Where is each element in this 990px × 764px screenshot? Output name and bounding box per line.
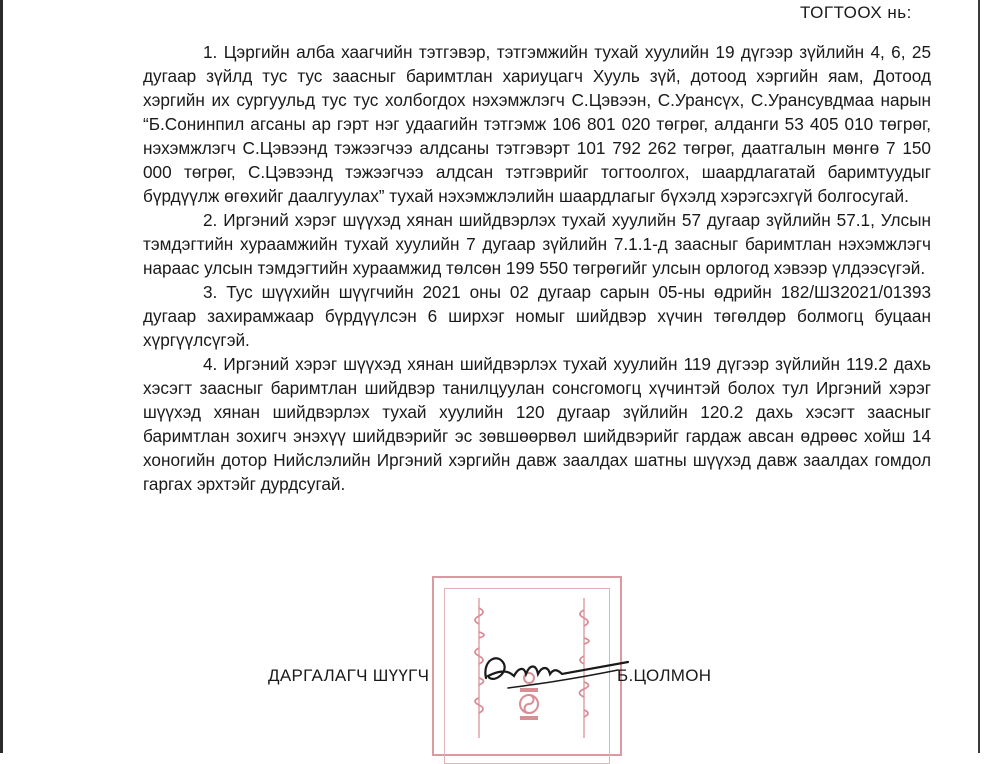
signature-icon <box>478 640 638 700</box>
decision-body <box>143 40 931 496</box>
signature-title: ДАРГАЛАГЧ ШҮҮГЧ <box>268 666 430 685</box>
signature-name: Б.ЦОЛМОН <box>617 666 712 685</box>
page-edge-right <box>978 0 980 753</box>
paragraph-3: 3. Тус шүүхийн шүүгчийн 2021 оны 02 дугаар сарын 05-ны өдрийн 182/ШЗ2021/01393 дугаар захирамжаар бүрдүүлсэн 6 ширхэг номыг шийдвэр хүчин төгөлдөр болмогц буцаан хүргүүлсүгэй. <box>143 282 931 350</box>
paragraph-1: 1. Цэргийн алба хаагчийн тэтгэвэр, тэтгэмжийн тухай хуулийн 19 дүгээр зүйлийн 4, 6, 25 дугаар зүйлд тус тус заасныг баримтлан хариуцагч Хууль зүй, дотоод хэргийн яам, Дотоод хэргийн их сургуульд тус тус холбогдох нэхэмжлэгч С.Цэвээн, С.Урансүх, С.Урансувдмаа нарын “Б.Сонинпил агсаны ар гэрт нэг удаагийн тэтгэмж 106 801 020 төгрөг, алданги 53 405 010 төгрөг, нэхэмжлэгч С.Цэвээнд тэжээгчээ алдсаны тэтгэвэрт 101 792 262 төгрөг, даатгалын мөнгө 7 150 000 төгрөг, С.Цэвээнд тэжээгчээ алдсан тэтгэврийг тогтоолгох, шаардлагатай баримтуудыг бүрдүүлж өгөхийг даалгуулах” тухай нэхэмжлэлийн шаардлагыг бүхэлд хэрэгсэхгүй болгосугай. <box>143 42 931 206</box>
decision-heading: ТОГТООХ нь: <box>800 3 912 22</box>
page-edge-left <box>0 0 3 753</box>
paragraph-2: 2. Иргэний хэрэг шүүхэд хянан шийдвэрлэх тухай хуулийн 57 дугаар зүйлийн 57.1, Улсын тэмдэгтийн хураамжийн тухай хуулийн 7 дугаар зүйлийн 7.1.1-д заасныг баримтлан нэхэмжлэгч нараас улсын тэмдэгтийн хураамжид төлсөн 199 550 төгрөгийг улсын орлогод хэвээр үлдээсүгэй. <box>143 210 931 278</box>
paragraph-4: 4. Иргэний хэрэг шүүхэд хянан шийдвэрлэх тухай хуулийн 119 дүгээр зүйлийн 119.2 дахь хэсэгт заасныг баримтлан шийдвэр танилцуулан сонсгомогц хүчинтэй болох тул Иргэний хэрэг шүүхэд хянан шийдвэрлэх тухай хуулийн 120 дугаар зүйлийн 120.2 дахь хэсэгт заасныг баримтлан зохигч энэхүү шийдвэрийг эс зөвшөөрвөл шийдвэрийг гардаж авсан өдрөөс хойш 14 хоногийн дотор Нийслэлийн Иргэний хэргийн давж заалдах шатны шүүхэд давж заалдах гомдол гаргах эрхтэйг дурдсугай. <box>143 354 931 494</box>
